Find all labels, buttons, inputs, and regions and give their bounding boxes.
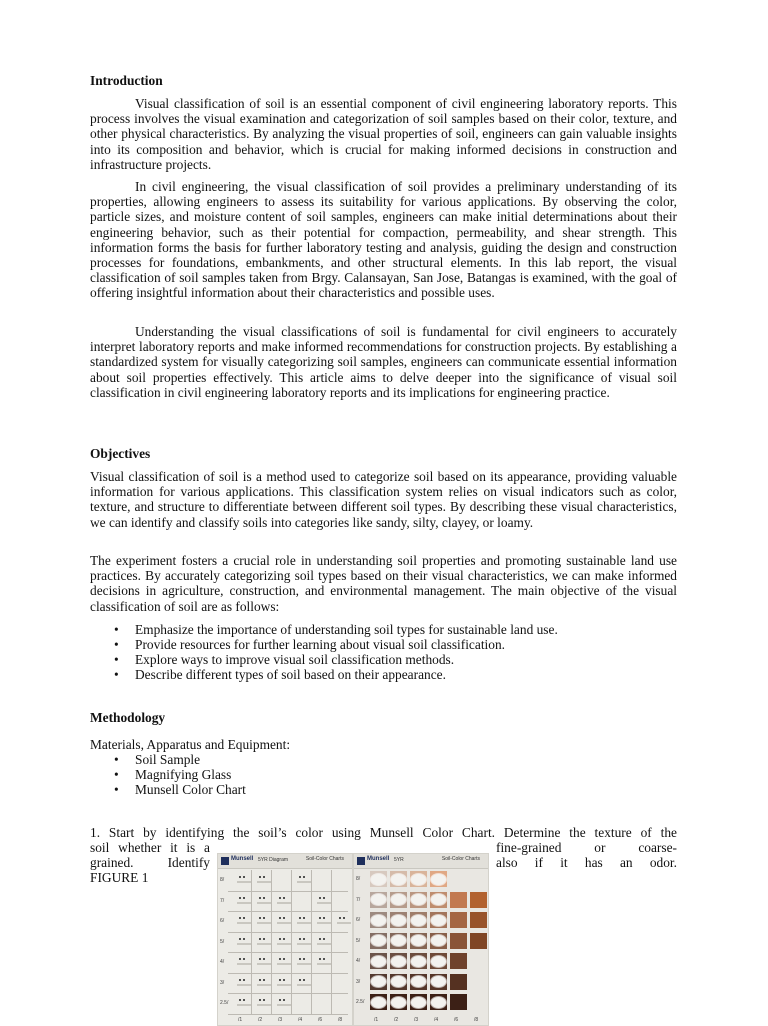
grid-line [271,870,272,1015]
color-point [239,897,241,899]
munsell-chart-color-page [353,853,489,1026]
objectives-heading: Objectives [90,446,151,461]
color-point [239,876,241,878]
color-caption [257,902,271,904]
grid-line [228,891,348,892]
grid-line [228,911,348,912]
color-point [259,917,261,919]
color-point [239,958,241,960]
row-value-label: 5/ [356,937,361,944]
color-chip [470,933,487,949]
color-chip [450,994,467,1010]
color-point [263,979,265,981]
color-point [323,958,325,960]
chip-viewing-hole [411,874,426,885]
grid-line [228,1014,348,1015]
grid-line [311,870,312,1015]
color-point [303,917,305,919]
color-caption [277,1004,291,1006]
color-caption [257,1004,271,1006]
chip-viewing-hole [411,935,426,946]
material-item: • Magnifying Glass [90,767,677,782]
munsell-logo-icon [221,857,229,865]
color-chip [470,892,487,908]
color-point [319,897,321,899]
col-chroma-label: /6 [318,1017,323,1023]
color-point [279,979,281,981]
color-caption [257,963,271,965]
chip-viewing-hole [371,935,386,946]
color-chip [450,933,467,949]
color-caption [237,963,251,965]
col-chroma-label: /8 [338,1017,343,1023]
color-point [279,917,281,919]
row-value-label: 4/ [356,958,361,964]
color-point [319,958,321,960]
chip-viewing-hole [431,976,446,987]
color-chip [450,974,467,990]
color-point [243,876,245,878]
color-point [263,999,265,1001]
objective-item: • Explore ways to improve visual soil classification methods. [90,652,677,667]
color-caption [277,984,291,986]
chip-viewing-hole [371,894,386,905]
objectives-list [90,622,677,682]
col-chroma-label: /3 [278,1017,283,1023]
introduction-paragraph-3: Understanding the visual classifications of soil is fundamental for civil engineers to accurately interpret laboratory reports and make informed recommendations for construction projects. By establishing a standardized system for visually categorizing soil samples, engineers can communicate essential information about soil properties effectively. This article aims to delve deeper into the significance of visual soil classification in civil engineering laboratory reports and its implications for engineering practice. [90,324,677,400]
color-chip [450,912,467,928]
color-point [263,917,265,919]
row-value-label: 8/ [220,877,225,883]
col-chroma-label: /8 [474,1017,479,1023]
step-1-left-line-1: soil whether it is a [90,840,210,855]
color-point [263,938,265,940]
color-caption [297,963,311,965]
color-caption [237,984,251,986]
color-point [243,979,245,981]
objective-item: • Emphasize the importance of understanding soil types for sustainable land use. [90,622,677,637]
color-caption [237,922,251,924]
row-value-label: 7/ [356,896,361,903]
col-chroma-label: /1 [374,1017,379,1023]
color-point [299,958,301,960]
chart-title: Soil-Color Charts [441,856,480,862]
chip-viewing-hole [431,935,446,946]
grid-line [331,870,332,1015]
objectives-paragraph-2: The experiment fosters a crucial role in understanding soil properties and promoting sustainable land use practices. By accurately categorizing soil types based on their visual characteristics, we can make informed decisions in agriculture, construction, and environmental management. The main objective of the visual classification of soil are as follows: [90,553,677,614]
introduction-heading: Introduction [90,73,163,88]
chart-header [218,854,352,869]
color-caption [297,881,311,883]
step-1-right-line-2: also if it has an odor. [496,855,677,870]
color-point [319,917,321,919]
chip-viewing-hole [431,894,446,905]
chip-viewing-hole [431,915,446,926]
row-value-label: 6/ [356,917,361,923]
color-caption [257,984,271,986]
color-point [279,897,281,899]
col-chroma-label: /4 [434,1017,439,1023]
materials-label: Materials, Apparatus and Equipment: [90,737,291,752]
color-point [299,917,301,919]
color-point [243,897,245,899]
col-chroma-label: /2 [394,1017,399,1023]
munsell-chart-diagram-page [217,853,353,1026]
objectives-paragraph-1: Visual classification of soil is a method used to categorize soil based on its appearance, providing valuable information for various applications. This classification system relies on visual indicators such as color, texture, and structure to differentiate between different soil types. By describing these visual characteristics, we can identify and classify soils into categories like sandy, silty, clayey, or loamy. [90,469,677,530]
color-point [279,999,281,1001]
color-point [323,897,325,899]
color-caption [297,943,311,945]
color-caption [277,943,291,945]
introduction-paragraph-1: Visual classification of soil is an essential component of civil engineering laboratory reports. This process involves the visual examination and categorization of soil samples based on their color, texture, and other physical characteristics. By analyzing the visual properties of soil, engineers can gain valuable insights into its composition and behavior, which is crucial for making informed decisions in construction and infrastructure projects. [90,96,677,172]
color-point [279,958,281,960]
color-chip [470,912,487,928]
chip-viewing-hole [371,874,386,885]
chip-viewing-hole [391,894,406,905]
color-caption [277,963,291,965]
color-caption [257,943,271,945]
color-caption [277,922,291,924]
color-point [259,876,261,878]
chip-viewing-hole [391,915,406,926]
chip-viewing-hole [391,976,406,987]
grid-line [228,952,348,953]
color-caption [317,963,331,965]
row-value-label: 7/ [220,897,225,904]
objective-item: • Provide resources for further learning about visual soil classification. [90,637,677,652]
hue-label: 5YR Diagram [258,857,289,863]
color-point [243,958,245,960]
hue-label: 5YR [394,857,404,863]
methodology-heading: Methodology [90,710,166,725]
row-value-label: 8/ [356,876,361,882]
col-chroma-label: /2 [258,1017,263,1023]
color-chip [450,892,467,908]
col-chroma-label: /3 [414,1017,419,1023]
chart-header [354,854,488,869]
chip-viewing-hole [371,976,386,987]
color-point [283,897,285,899]
color-point [263,897,265,899]
color-point [323,938,325,940]
color-point [283,938,285,940]
color-chip [450,953,467,969]
color-point [303,938,305,940]
chip-viewing-hole [391,935,406,946]
color-point [299,979,301,981]
color-caption [297,922,311,924]
chip-viewing-hole [411,956,426,967]
color-point [283,917,285,919]
color-point [239,979,241,981]
color-caption [337,922,351,924]
chip-viewing-hole [371,997,386,1008]
color-point [259,958,261,960]
color-point [303,958,305,960]
grid-line [251,870,252,1015]
introduction-paragraph-2: In civil engineering, the visual classification of soil provides a preliminary understanding of its properties, allowing engineers to assess its suitability for various applications. By observing the color, particle sizes, and moisture content of soil samples, engineers can make initial determinations about their engineering behavior, such as their potential for compaction, permeability, and shear strength. This information forms the basis for further laboratory testing and analysis, guiding the design and construction processes for foundations, embankments, and other structural elements. In this lab report, the visual classification of soil samples taken from Brgy. Calansayan, San Jose, Batangas is examined, with the goal of offering insightful information about their characteristics and possible uses. [90,179,677,301]
grid-line [291,870,292,1015]
chip-viewing-hole [411,894,426,905]
color-point [239,999,241,1001]
figure-1-label: FIGURE 1 [90,870,149,885]
color-point [339,917,341,919]
color-point [239,917,241,919]
color-point [279,938,281,940]
chip-viewing-hole [371,956,386,967]
chip-viewing-hole [431,997,446,1008]
step-1-right-line-1: fine-grained or coarse- [496,840,677,855]
row-value-label: 5/ [220,938,225,945]
color-point [283,958,285,960]
chip-viewing-hole [391,956,406,967]
munsell-logo-icon [357,857,365,865]
chip-viewing-hole [431,956,446,967]
chip-viewing-hole [391,997,406,1008]
color-point [319,938,321,940]
chip-viewing-hole [431,874,446,885]
color-point [303,979,305,981]
col-chroma-label: /6 [454,1017,459,1023]
color-point [259,897,261,899]
color-point [283,999,285,1001]
color-point [299,876,301,878]
color-point [259,999,261,1001]
color-point [299,938,301,940]
row-value-label: 3/ [356,978,361,985]
row-value-label: 4/ [220,959,225,965]
material-item: • Soil Sample [90,752,677,767]
chip-viewing-hole [411,915,426,926]
color-caption [317,902,331,904]
color-caption [237,943,251,945]
color-caption [297,984,311,986]
materials-list [90,752,677,797]
col-chroma-label: /4 [298,1017,303,1023]
step-1-left-line-2: grained. Identify [90,855,210,870]
chart-title: Soil-Color Charts [305,856,344,862]
row-value-label: 2.5/ [356,999,365,1005]
row-value-label: 6/ [220,918,225,924]
color-caption [237,902,251,904]
color-caption [257,881,271,883]
color-point [303,876,305,878]
chip-viewing-hole [371,915,386,926]
grid-line [228,932,348,933]
row-value-label: 2.5/ [220,1000,229,1006]
munsell-brand: Munsell [231,856,254,862]
chip-viewing-hole [411,997,426,1008]
color-point [283,979,285,981]
color-caption [237,881,251,883]
row-value-label: 3/ [220,979,225,986]
color-point [259,938,261,940]
grid-line [228,993,348,994]
munsell-brand: Munsell [367,856,390,862]
color-caption [277,902,291,904]
color-point [343,917,345,919]
color-point [239,938,241,940]
grid-line [228,973,348,974]
step-1-line-1: 1. Start by identifying the soil’s color using Munsell Color Chart. Determine the texture of the [90,825,677,840]
color-point [263,876,265,878]
color-caption [237,1004,251,1006]
color-caption [317,943,331,945]
col-chroma-label: /1 [238,1017,243,1023]
color-point [243,938,245,940]
objective-item: • Describe different types of soil based on their appearance. [90,667,677,682]
color-point [323,917,325,919]
color-caption [317,922,331,924]
color-point [259,979,261,981]
color-point [243,999,245,1001]
chip-viewing-hole [411,976,426,987]
chip-viewing-hole [391,874,406,885]
color-point [263,958,265,960]
color-caption [257,922,271,924]
material-item: • Munsell Color Chart [90,782,677,797]
color-point [243,917,245,919]
